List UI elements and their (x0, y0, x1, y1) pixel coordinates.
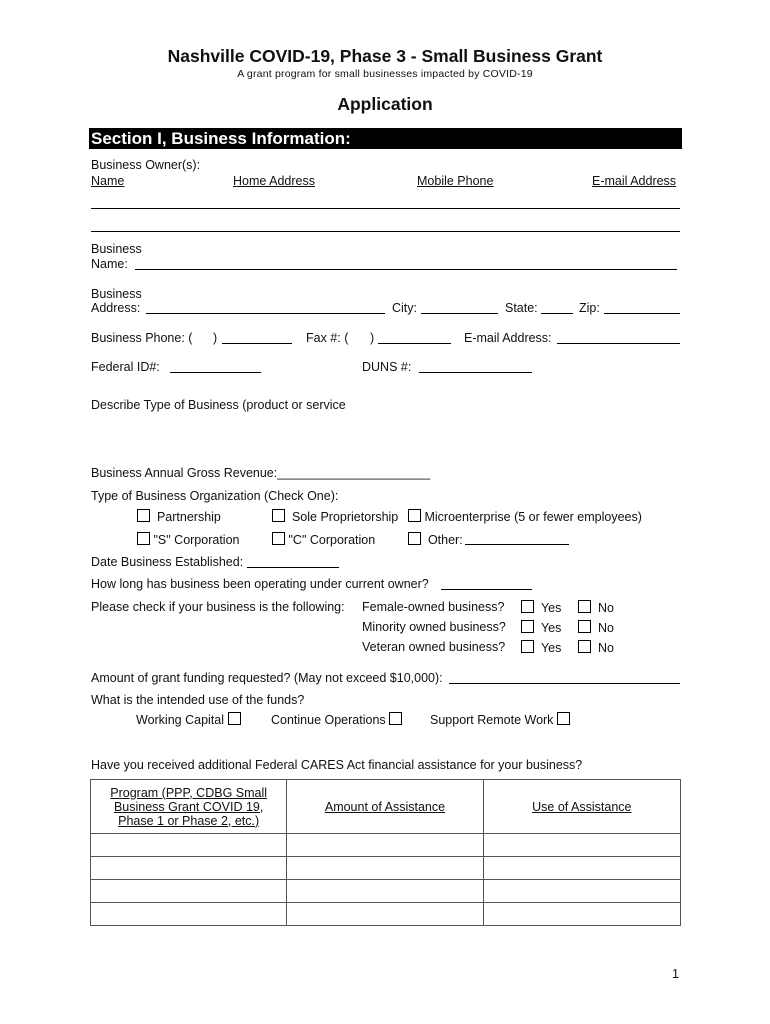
business-address-label: Address: (91, 301, 141, 315)
table-row (91, 880, 681, 903)
city-field[interactable] (421, 313, 498, 314)
option-label: Yes (540, 641, 562, 655)
table-cell[interactable] (287, 857, 483, 880)
duns-label: DUNS #: (362, 360, 412, 374)
gross-revenue-label[interactable]: Business Annual Gross Revenue:______________________ (91, 466, 431, 480)
business-name-field[interactable] (135, 269, 677, 270)
option-label: No (597, 601, 614, 615)
operating-duration-field[interactable] (441, 589, 532, 590)
org-option-partnership[interactable] (137, 509, 221, 524)
table-cell[interactable] (91, 903, 287, 926)
fax-close: ) (370, 331, 375, 345)
header-line: Program (PPP, CDBG Small (110, 785, 268, 800)
business-name-label: Name: (91, 257, 128, 271)
intended-use-label: What is the intended use of the funds? (91, 693, 305, 707)
operating-duration-label: How long has business been operating under current owner? (91, 577, 429, 591)
option-label: "S" Corporation (153, 533, 240, 547)
minority-owned-yes[interactable] (521, 620, 561, 635)
business-email-field[interactable] (557, 343, 680, 344)
option-label: Partnership (156, 510, 221, 524)
date-established-label: Date Business Established: (91, 555, 244, 569)
checkbox[interactable] (408, 532, 421, 545)
checkbox[interactable] (578, 640, 591, 653)
section-1-title: Section I, Business Information: (89, 128, 682, 149)
header-line: Use of Assistance (532, 799, 632, 814)
checkbox[interactable] (272, 509, 285, 522)
fax-field[interactable] (378, 343, 451, 344)
business-email-label: E-mail Address: (464, 331, 552, 345)
zip-field[interactable] (604, 313, 680, 314)
table-header-row (91, 780, 681, 834)
veteran-owned-no[interactable] (578, 640, 614, 655)
use-support-remote-work[interactable] (430, 712, 570, 727)
use-continue-operations[interactable] (271, 712, 402, 727)
city-label: City: (392, 301, 417, 315)
female-owned-yes[interactable] (521, 600, 561, 615)
checkbox[interactable] (228, 712, 241, 725)
table-row (91, 903, 681, 926)
zip-label: Zip: (579, 301, 600, 315)
business-phone-label: Business Phone: ( (91, 331, 193, 345)
checkbox[interactable] (137, 532, 150, 545)
checkbox[interactable] (408, 509, 421, 522)
org-option-s-corporation[interactable] (137, 532, 239, 547)
veteran-owned-label: Veteran owned business? (362, 640, 506, 654)
owner-entry-line-1[interactable] (91, 208, 680, 209)
table-header-amount (287, 780, 483, 834)
date-established-field[interactable] (247, 567, 339, 568)
business-address-field[interactable] (146, 313, 385, 314)
page-number: 1 (672, 967, 679, 981)
female-owned-no[interactable] (578, 600, 614, 615)
org-other-field[interactable] (465, 544, 569, 545)
org-option-sole-proprietorship[interactable] (272, 509, 398, 524)
table-header-program (91, 780, 287, 834)
cares-act-question: Have you received additional Federal CARES Act financial assistance for your business? (91, 758, 583, 772)
checkbox[interactable] (137, 509, 150, 522)
application-heading: Application (337, 94, 433, 114)
checkbox[interactable] (578, 600, 591, 613)
table-row (91, 857, 681, 880)
option-label: "C" Corporation (288, 533, 376, 547)
use-working-capital[interactable] (136, 712, 241, 727)
table-row (91, 834, 681, 857)
checkbox[interactable] (578, 620, 591, 633)
business-name-label-top: Business (91, 242, 142, 256)
checkbox[interactable] (272, 532, 285, 545)
table-cell[interactable] (287, 834, 483, 857)
female-owned-label: Female-owned business? (362, 600, 505, 614)
checkbox[interactable] (521, 600, 534, 613)
business-address-label-top: Business (91, 287, 142, 301)
header-line: Business Grant COVID 19, (113, 799, 264, 814)
option-label: Other: (427, 533, 463, 547)
describe-business-label: Describe Type of Business (product or service (91, 398, 346, 412)
table-cell[interactable] (483, 880, 680, 903)
grant-amount-field[interactable] (449, 683, 680, 684)
federal-id-label: Federal ID#: (91, 360, 160, 374)
checkbox[interactable] (521, 640, 534, 653)
org-option-microenterprise[interactable] (408, 509, 642, 524)
table-cell[interactable] (483, 857, 680, 880)
duns-field[interactable] (419, 372, 532, 373)
table-cell[interactable] (483, 903, 680, 926)
table-header-use (483, 780, 680, 834)
option-label: Support Remote Work (430, 713, 554, 727)
form-title: Nashville COVID-19, Phase 3 - Small Business Grant (167, 46, 603, 66)
owner-name-column: Name (91, 174, 125, 188)
owner-email-column: E-mail Address (592, 174, 677, 188)
minority-owned-label: Minority owned business? (362, 620, 506, 634)
table-cell[interactable] (91, 834, 287, 857)
option-label: No (597, 621, 614, 635)
table-cell[interactable] (483, 834, 680, 857)
option-label: Sole Proprietorship (291, 510, 399, 524)
cares-assistance-table (90, 779, 681, 926)
option-label: Continue Operations (271, 713, 386, 727)
state-label: State: (505, 301, 538, 315)
option-label: Working Capital (136, 713, 225, 727)
header-line: Amount of Assistance (324, 799, 446, 814)
veteran-owned-yes[interactable] (521, 640, 561, 655)
table-cell[interactable] (91, 857, 287, 880)
business-phone-field[interactable] (222, 343, 292, 344)
business-phone-close: ) (213, 331, 218, 345)
grant-amount-label: Amount of grant funding requested? (May not exceed $10,000): (91, 671, 443, 685)
option-label: Microenterprise (5 or fewer employees) (424, 510, 642, 524)
checkbox[interactable] (521, 620, 534, 633)
owner-home-address-column: Home Address (233, 174, 315, 188)
header-line: Phase 1 or Phase 2, etc.) (118, 813, 260, 828)
form-subtitle: A grant program for small businesses impacted by COVID-19 (237, 68, 533, 80)
org-option-other[interactable] (408, 532, 463, 547)
owner-mobile-phone-column: Mobile Phone (417, 174, 494, 188)
table-cell[interactable] (287, 880, 483, 903)
owner-entry-line-2[interactable] (91, 231, 680, 232)
org-option-c-corporation[interactable] (272, 532, 375, 547)
state-field[interactable] (541, 313, 573, 314)
checkbox[interactable] (389, 712, 402, 725)
option-label: Yes (540, 621, 562, 635)
table-cell[interactable] (91, 880, 287, 903)
ownership-check-label: Please check if your business is the following: (91, 600, 345, 614)
fax-label: Fax #: ( (306, 331, 349, 345)
organization-type-label: Type of Business Organization (Check One): (91, 489, 339, 503)
option-label: No (597, 641, 614, 655)
option-label: Yes (540, 601, 562, 615)
owners-label: Business Owner(s): (91, 158, 201, 172)
checkbox[interactable] (557, 712, 570, 725)
federal-id-field[interactable] (170, 372, 261, 373)
minority-owned-no[interactable] (578, 620, 614, 635)
table-cell[interactable] (287, 903, 483, 926)
